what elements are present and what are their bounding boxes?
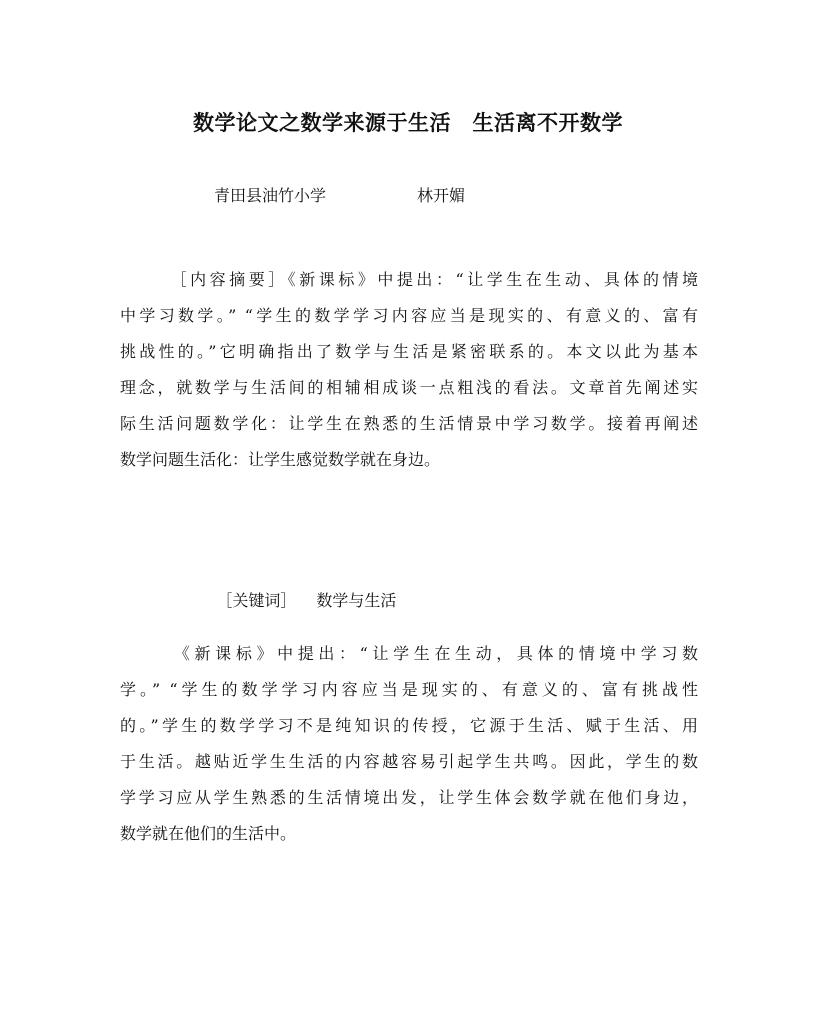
document-title: 数学论文之数学来源于生活 生活离不开数学: [193, 110, 623, 135]
body-line: 于生活。越贴近学生生活的内容越容易引起学生共鸣。因此，学生的数: [120, 752, 698, 771]
abstract-line: 挑战性的。”它明确指出了数学与生活是紧密联系的。本文以此为基本: [120, 342, 698, 361]
abstract-line: 中学习数学。” “学生的数学学习内容应当是现实的、有意义的、富有: [120, 306, 698, 325]
author-name: 林开媚: [417, 186, 466, 205]
body-line: 数学就在他们的生活中。: [120, 824, 297, 843]
keywords-line: [196, 556, 396, 646]
body-paragraph: [120, 636, 698, 852]
keywords-value: 数学与生活: [316, 591, 397, 610]
abstract-line: 数学问题生活化：让学生感觉数学就在身边。: [120, 450, 441, 469]
abstract-line: 理念，就数学与生活间的相辅相成谈一点粗浅的看法。文章首先阐述实: [120, 378, 698, 397]
body-line: 学学习应从学生熟悉的生活情境出发，让学生体会数学就在他们身边，: [120, 788, 698, 807]
keywords-label: ［关键词］: [216, 591, 297, 610]
abstract-line: 际生活问题数学化：让学生在熟悉的生活情景中学习数学。接着再阐述: [120, 414, 698, 433]
body-line: 学。” “学生的数学学习内容应当是现实的、有意义的、富有挑战性: [120, 680, 698, 699]
author-school: 青田县油竹小学: [214, 186, 327, 205]
abstract-paragraph: [120, 262, 698, 478]
abstract-line: ［内容摘要］《新课标》中提出：“让学生在生动、具体的情境: [120, 270, 698, 289]
body-line: 《新课标》中提出：“让学生在生动，具体的情境中学习数: [120, 644, 698, 663]
body-line: 的。”学生的数学学习不是纯知识的传授，它源于生活、赋于生活、用: [120, 716, 698, 735]
